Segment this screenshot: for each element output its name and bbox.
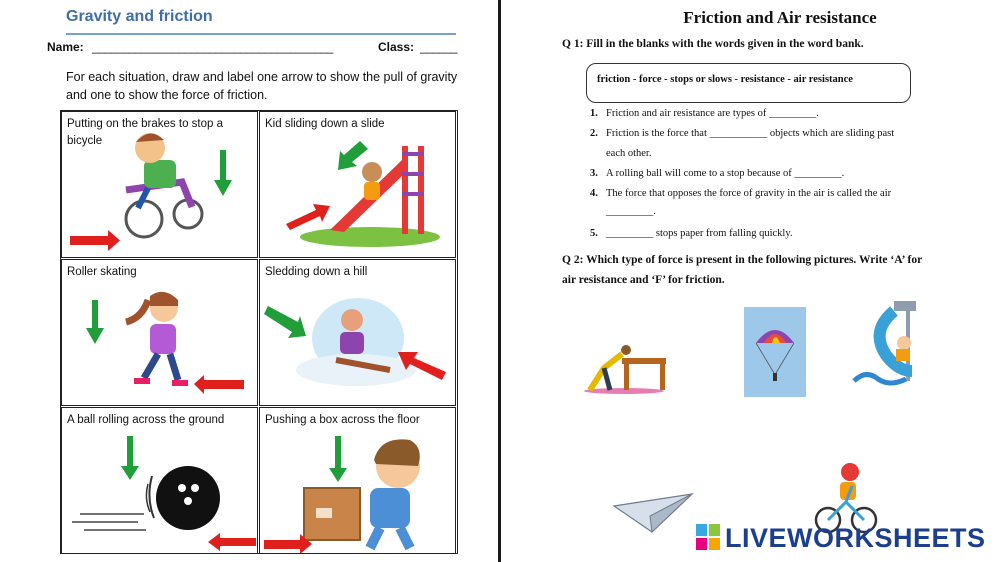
instructions-text: For each situation, draw and label one arrow to show the pull of gravity and one to show the force of friction.	[66, 70, 458, 102]
friction-arrow	[62, 260, 258, 406]
situations-grid	[60, 110, 458, 554]
liveworksheets-watermark: LIVEWORKSHEETS	[725, 523, 986, 553]
fill-item-1[interactable]	[590, 104, 819, 124]
right-page-title: Friction and Air resistance	[683, 8, 877, 27]
item-text: The force that opposes the force of gravity in the air is called the air	[606, 188, 892, 199]
item-text: _________ stops paper from falling quickly.	[606, 228, 793, 239]
item-2-continuation: each other.	[606, 148, 652, 159]
picture-pushing-table[interactable]	[580, 338, 672, 396]
worksheet-title: Gravity and friction	[66, 8, 213, 25]
friction-arrow	[260, 408, 456, 554]
fill-item-5[interactable]	[590, 224, 793, 244]
item-number: 3.	[590, 168, 598, 179]
friction-arrow	[62, 408, 258, 554]
cell-roller-skating[interactable]	[61, 259, 258, 406]
friction-arrow	[260, 112, 456, 258]
item-text: A rolling ball will come to a stop because of _________.	[606, 168, 845, 179]
cell-label: Sledding down a hill	[265, 266, 368, 278]
item-number: 2.	[590, 128, 598, 139]
question-1: Q 1: Fill in the blanks with the words given in the word bank.	[562, 38, 864, 50]
cell-label: Pushing a box across the floor	[265, 414, 420, 426]
item-number: 4.	[590, 188, 598, 199]
name-field[interactable]: _______________________________________	[92, 40, 333, 54]
question-2-line-2: air resistance and ‘F’ for friction.	[562, 274, 725, 286]
fill-item-2[interactable]	[590, 124, 894, 144]
cell-ball[interactable]	[61, 407, 258, 554]
class-label: Class:	[378, 40, 415, 54]
class-field[interactable]: ______	[420, 40, 458, 54]
item-number: 1.	[590, 108, 598, 119]
picture-water-slide[interactable]	[850, 297, 922, 389]
item-number: 5.	[590, 228, 598, 239]
title-underline	[66, 33, 456, 35]
fill-item-4[interactable]	[590, 184, 891, 204]
word-bank: friction - force - stops or slows - resistance - air resistance	[586, 63, 911, 103]
cell-bicycle[interactable]	[61, 111, 258, 258]
cell-slide[interactable]	[259, 111, 456, 258]
item-text: Friction and air resistance are types of _________.	[606, 108, 819, 119]
fill-item-3[interactable]	[590, 164, 844, 184]
picture-paper-plane[interactable]	[612, 492, 694, 538]
cell-label: Putting on the brakes to stop a bicycle	[67, 118, 223, 147]
picture-parachute[interactable]	[744, 307, 806, 397]
name-label: Name:	[47, 40, 84, 54]
cell-label: A ball rolling across the ground	[67, 414, 225, 426]
cell-label: Kid sliding down a slide	[265, 118, 385, 130]
cell-box[interactable]	[259, 407, 456, 554]
cell-label: Roller skating	[67, 266, 137, 278]
item-4-continuation[interactable]: _________.	[606, 206, 656, 217]
cell-sledding[interactable]	[259, 259, 456, 406]
page-divider	[498, 0, 501, 562]
item-text: Friction is the force that ___________ objects which are sliding past	[606, 128, 895, 139]
liveworksheets-logo-icon	[696, 524, 722, 552]
friction-arrow	[62, 112, 258, 258]
question-2-line-1: Q 2: Which type of force is present in the following pictures. Write ‘A’ for	[562, 254, 923, 266]
friction-arrow	[260, 260, 456, 406]
